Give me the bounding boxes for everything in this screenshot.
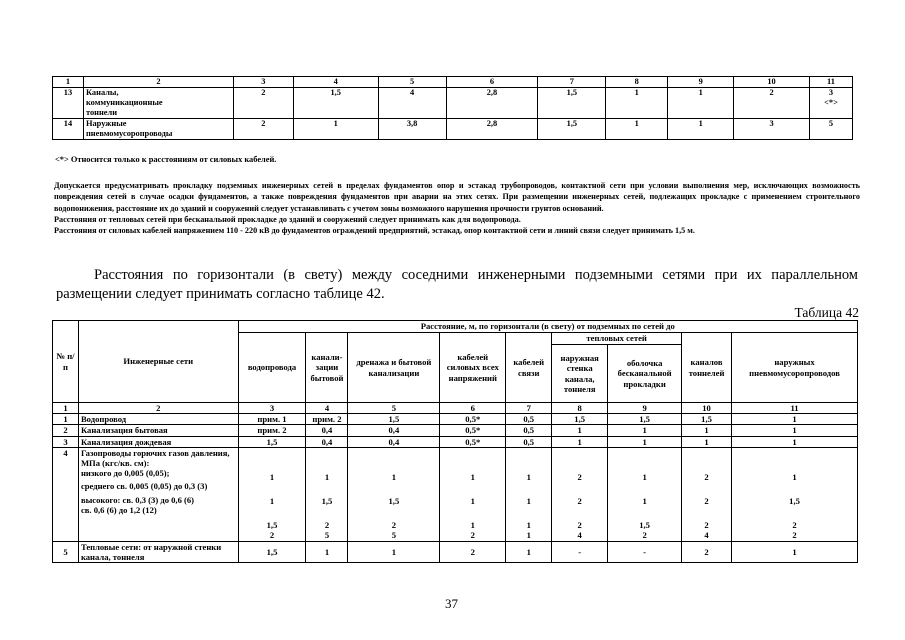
row-number: 4 bbox=[53, 447, 79, 541]
gas-value: 1 bbox=[470, 471, 475, 482]
gas-value: 2 bbox=[792, 530, 797, 541]
row-name: Наружные пневмомусоропроводы bbox=[83, 119, 233, 140]
cell: 3 <*> bbox=[810, 88, 853, 119]
cell: 1,5 bbox=[608, 414, 682, 425]
table-row bbox=[53, 425, 858, 436]
row-number: 1 bbox=[53, 414, 79, 425]
col-number: 3 bbox=[233, 77, 293, 88]
cell: 1 bbox=[552, 436, 608, 447]
col-number: 6 bbox=[446, 77, 538, 88]
cell: 1 bbox=[608, 436, 682, 447]
cell: 0,5* bbox=[440, 436, 506, 447]
continuation-table bbox=[52, 76, 853, 140]
cell: 2 bbox=[233, 88, 293, 119]
header-networks: Инженерные сети bbox=[78, 321, 238, 403]
header-heat-networks: тепловых сетей bbox=[552, 333, 682, 345]
gas-value: 1 bbox=[269, 496, 275, 507]
table-row bbox=[53, 119, 853, 140]
cell bbox=[608, 447, 682, 541]
col-number: 9 bbox=[608, 403, 682, 414]
gas-value: 1 bbox=[642, 496, 647, 507]
footnote: <*> Относится только к расстояниям от силовых кабелей. bbox=[55, 155, 277, 164]
gas-value: 2 bbox=[577, 496, 582, 507]
header-col: канали-зации бытовой bbox=[306, 333, 348, 403]
header-col: оболочка бесканальной прокладки bbox=[608, 345, 682, 403]
gas-value: 2 bbox=[470, 530, 475, 541]
cell: 1,5 bbox=[348, 414, 440, 425]
column-numbers-row bbox=[53, 403, 858, 414]
cell: 1 bbox=[606, 88, 668, 119]
gas-value: 2 bbox=[704, 471, 709, 482]
row-number: 3 bbox=[53, 436, 79, 447]
cell: 2,8 bbox=[446, 119, 538, 140]
row-name: Канализация дождевая bbox=[78, 436, 238, 447]
gas-value: 2 bbox=[577, 520, 582, 531]
gas-value: 1 bbox=[526, 530, 531, 541]
gas-value: 1 bbox=[792, 471, 797, 482]
header-col: наружных пневмомусоропроводов bbox=[732, 333, 858, 403]
cell: 1 bbox=[682, 436, 732, 447]
gas-value: 2 bbox=[642, 530, 647, 541]
col-number: 1 bbox=[53, 403, 79, 414]
col-number: 5 bbox=[348, 403, 440, 414]
cell bbox=[682, 447, 732, 541]
cell: 1 bbox=[506, 541, 552, 562]
header-col: дренажа и бытовой канализации bbox=[348, 333, 440, 403]
cell: 1 bbox=[682, 425, 732, 436]
gas-value: 2 bbox=[704, 520, 709, 531]
cell: 1 bbox=[732, 425, 858, 436]
cell: 3,8 bbox=[378, 119, 446, 140]
gas-value: 2 bbox=[269, 530, 275, 541]
note-paragraph: Расстояния от тепловых сетей при бесканальной прокладке до зданий и сооружений следует принимать как для водопровода. bbox=[54, 214, 521, 224]
cell: 0,4 bbox=[348, 436, 440, 447]
cell: 2,8 bbox=[446, 88, 538, 119]
row-name: Водопровод bbox=[78, 414, 238, 425]
header-col: каналов тоннелей bbox=[682, 333, 732, 403]
col-number: 7 bbox=[538, 77, 606, 88]
cell: 1 bbox=[732, 414, 858, 425]
cell bbox=[238, 447, 306, 541]
gas-value: 1 bbox=[526, 520, 531, 531]
cell: 2 bbox=[734, 88, 810, 119]
main-paragraph: Расстояния по горизонтали (в свету) между соседними инженерными подземными сетями при их параллельном размещении следует принимать согласно таблице 42. bbox=[56, 267, 858, 302]
cell: 2 bbox=[440, 541, 506, 562]
cell: 5 bbox=[810, 119, 853, 140]
row-number: 14 bbox=[53, 119, 84, 140]
cell: 1,5 bbox=[293, 88, 378, 119]
row-name: Канализация бытовая bbox=[78, 425, 238, 436]
col-number: 5 bbox=[378, 77, 446, 88]
cell: 1,5 bbox=[238, 436, 306, 447]
gas-value: 1 bbox=[470, 520, 475, 531]
cell: 1 bbox=[552, 425, 608, 436]
col-number: 6 bbox=[440, 403, 506, 414]
gas-value: 1,5 bbox=[388, 496, 400, 507]
cell: 1 bbox=[306, 541, 348, 562]
col-number: 4 bbox=[306, 403, 348, 414]
row-name: Тепловые сети: от наружной стенки канала, тоннеля bbox=[78, 541, 238, 562]
cell: 1 bbox=[293, 119, 378, 140]
notes-block bbox=[54, 180, 860, 236]
col-number: 2 bbox=[78, 403, 238, 414]
col-number: 3 bbox=[238, 403, 306, 414]
cell bbox=[552, 447, 608, 541]
cell: - bbox=[552, 541, 608, 562]
row-number: 13 bbox=[53, 88, 84, 119]
cell: 1 bbox=[608, 425, 682, 436]
table-row-gas bbox=[53, 447, 858, 541]
cell: 1 bbox=[668, 88, 734, 119]
header-col: кабелей связи bbox=[506, 333, 552, 403]
cell: 1 bbox=[668, 119, 734, 140]
cell: 3 bbox=[734, 119, 810, 140]
cell bbox=[506, 447, 552, 541]
cell: 1 bbox=[348, 541, 440, 562]
gas-value: 1,5 bbox=[789, 496, 800, 507]
gas-value: 1 bbox=[391, 471, 397, 482]
row-name: Каналы, коммуникационные тоннели bbox=[83, 88, 233, 119]
page-number: 37 bbox=[445, 596, 458, 611]
cell: 1,5 bbox=[538, 119, 606, 140]
col-number: 11 bbox=[810, 77, 853, 88]
note-paragraph: Расстояния от силовых кабелей напряжением 110 - 220 кВ до фундаментов ограждений предприятий, эстакад, опор контактной сети и линий связи следует принимать 1,5 м. bbox=[54, 226, 695, 236]
cell bbox=[348, 447, 440, 541]
cell: 1,5 bbox=[682, 414, 732, 425]
col-number: 8 bbox=[606, 77, 668, 88]
header-col: наружная стенка канала, тоннеля bbox=[552, 345, 608, 403]
gas-value: 1,5 bbox=[639, 520, 650, 531]
gas-value: 1 bbox=[269, 471, 275, 482]
table-row bbox=[53, 541, 858, 562]
cell: 0,5 bbox=[506, 414, 552, 425]
cell: 4 bbox=[378, 88, 446, 119]
gas-value: 1 bbox=[642, 471, 647, 482]
cell: 0,5* bbox=[440, 414, 506, 425]
gas-value: 1 bbox=[470, 496, 475, 507]
gas-value: 1,5 bbox=[321, 496, 333, 507]
cell: 1 bbox=[732, 436, 858, 447]
gas-value: 4 bbox=[704, 530, 709, 541]
row-name: Газопроводы горючих газов давления, МПа (кгс/кв. см): низкого до 0,005 (0,05); среднего св. 0,005 (0,05) до 0,3 (3) высокого: св. 0,3 (3) до 0,6 (6) св. 0,6 (6) до 1,2 (12) bbox=[78, 447, 238, 541]
cell: 1,5 bbox=[238, 541, 306, 562]
col-number: 11 bbox=[732, 403, 858, 414]
table-row bbox=[53, 88, 853, 119]
gas-value: 2 bbox=[577, 471, 582, 482]
cell: 0,5 bbox=[506, 425, 552, 436]
table-caption: Таблица 42 bbox=[794, 305, 859, 320]
gas-value: 2 bbox=[391, 520, 397, 531]
cell: 1,5 bbox=[552, 414, 608, 425]
col-number: 2 bbox=[83, 77, 233, 88]
gas-value: 1 bbox=[324, 471, 330, 482]
col-number: 9 bbox=[668, 77, 734, 88]
col-number: 10 bbox=[734, 77, 810, 88]
cell: 0,4 bbox=[348, 425, 440, 436]
col-number: 10 bbox=[682, 403, 732, 414]
gas-value: 1 bbox=[526, 496, 531, 507]
cell: прим. 1 bbox=[238, 414, 306, 425]
cell: 0,4 bbox=[306, 425, 348, 436]
header-number: № п/п bbox=[53, 321, 79, 403]
col-number: 1 bbox=[53, 77, 84, 88]
header-col: водопровода bbox=[238, 333, 306, 403]
cell: 2 bbox=[682, 541, 732, 562]
cell: прим. 2 bbox=[306, 414, 348, 425]
table-42 bbox=[52, 320, 858, 563]
cell bbox=[440, 447, 506, 541]
cell: 1 bbox=[606, 119, 668, 140]
col-number: 4 bbox=[293, 77, 378, 88]
cell: 0,5* bbox=[440, 425, 506, 436]
gas-value: 5 bbox=[391, 530, 397, 541]
cell bbox=[306, 447, 348, 541]
gas-value: 2 bbox=[704, 496, 709, 507]
gas-value: 2 bbox=[792, 520, 797, 531]
cell: - bbox=[608, 541, 682, 562]
gas-value: 1 bbox=[526, 471, 531, 482]
gas-value: 1,5 bbox=[266, 520, 278, 531]
cell: прим. 2 bbox=[238, 425, 306, 436]
note-paragraph: Допускается предусматривать прокладку подземных инженерных сетей в пределах фундаментов опор и эстакад трубопроводов, контактной сети при условии выполнения мер, исключающих возможность повреждения сетей в случае осадки фундаментов, а также повреждения фундаментов при аварии на этих сетях. При размещении инженерных сетей, подлежащих прокладке с применением строительного водопонижения, расстояние их до зданий и сооружений следует устанавливать с учетом зоны возможного нарушения прочности грунтов оснований. bbox=[54, 181, 860, 213]
table-row bbox=[53, 436, 858, 447]
continuation-header-row bbox=[53, 77, 853, 88]
col-number: 8 bbox=[552, 403, 608, 414]
col-number: 7 bbox=[506, 403, 552, 414]
cell: 1,5 bbox=[538, 88, 606, 119]
row-number: 2 bbox=[53, 425, 79, 436]
gas-value: 5 bbox=[324, 530, 330, 541]
gas-value: 4 bbox=[577, 530, 582, 541]
header-row-group bbox=[53, 321, 858, 333]
cell: 2 bbox=[233, 119, 293, 140]
table-row bbox=[53, 414, 858, 425]
cell bbox=[732, 447, 858, 541]
gas-value: 2 bbox=[324, 520, 330, 531]
header-col: кабелей силовых всех напряжений bbox=[440, 333, 506, 403]
row-number: 5 bbox=[53, 541, 79, 562]
cell: 0,5 bbox=[506, 436, 552, 447]
cell: 0,4 bbox=[306, 436, 348, 447]
header-distance: Расстояние, м, по горизонтали (в свету) от подземных по сетей до bbox=[238, 321, 857, 333]
cell: 1 bbox=[732, 541, 858, 562]
